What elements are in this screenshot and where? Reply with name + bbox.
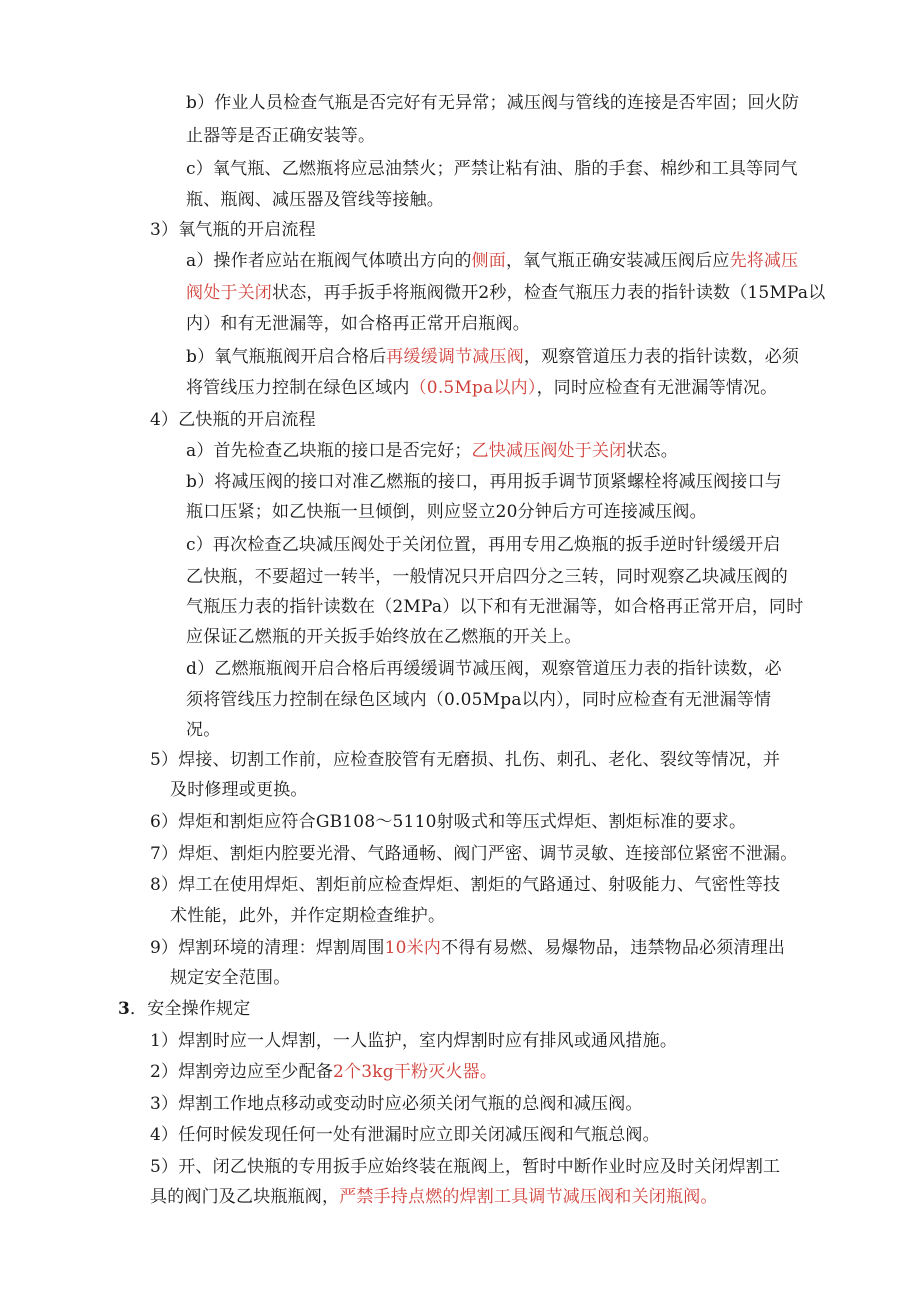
item-5-hose-check-line2: 及时修理或更换。 [170, 780, 308, 800]
oxygen-item-a-line2 [186, 281, 825, 305]
item-c-no-oil-line2: 瓶、瓶阀、减压器及管线等接触。 [186, 190, 444, 210]
acetylene-item-d-line1: d）乙燃瓶瓶阀开启合格后再缓缓调节减压阀，观察管道压力表的指针读数，必 [186, 659, 782, 679]
text-run: 2）焊割旁边应至少配备 [150, 1062, 334, 1082]
highlight-closed-state: 阀处于关闭 [186, 283, 272, 303]
text-run: 不得有易燃、易爆物品，违禁物品必须清理出 [441, 938, 786, 958]
highlight-extinguishers: 2个3kg干粉灭火器。 [333, 1062, 498, 1082]
highlight-prohibition: 严禁手持点燃的焊割工具调节减压阀和关闭瓶阀。 [339, 1187, 718, 1207]
text-run: ，观察管道压力表的指针读数，必须 [523, 347, 800, 367]
heading-oxygen-opening-procedure: 3）氧气瓶的开启流程 [150, 220, 316, 240]
item-8-welder-check-line2: 术性能，此外，并作定期检查维护。 [170, 906, 446, 926]
text-run: 状态。 [626, 441, 678, 461]
item-9-environment-line1 [150, 936, 785, 960]
rule-2-extinguishers [150, 1060, 497, 1084]
item-b-check-cylinder-line1: b）作业人员检查气瓶是否完好有无异常；减压阀与管线的连接是否牢固；回火防 [186, 93, 800, 113]
item-8-welder-check-line1: 8）焊工在使用焊炬、割炬前应检查焊炬、割炬的气路通过、射吸能力、气密性等技 [150, 875, 781, 895]
acetylene-item-c-line3: 气瓶压力表的指针读数在（2MPa）以下和有无泄漏等，如合格再正常开启，同时 [186, 597, 804, 617]
text-run: a）操作者应站在瓶阀气体喷出方向的 [186, 251, 472, 271]
text-run: 9）焊割环境的清理：焊割周围 [150, 938, 385, 958]
rule-5-wrench-line2 [150, 1185, 718, 1209]
acetylene-item-c-line2: 乙快瓶，不要超过一转半，一般情况只开启四分之三转，同时观察乙块减压阀的 [186, 567, 788, 587]
oxygen-item-a-line3: 内）和有无泄漏等，如合格再正常开启瓶阀。 [186, 314, 530, 334]
text-run: 具的阀门及乙块瓶瓶阀， [150, 1187, 340, 1207]
rule-3-close-valves: 3）焊割工作地点移动或变动时应必须关闭气瓶的总阀和减压阀。 [150, 1094, 643, 1114]
text-run: ，氧气瓶正确安装减压阀后应 [505, 251, 730, 271]
acetylene-item-a [186, 439, 678, 463]
oxygen-item-a-line1 [186, 249, 798, 273]
heading-acetylene-opening-procedure: 4）乙快瓶的开启流程 [150, 410, 316, 430]
item-6-torch-standard: 6）焊炬和割炬应符合GB108～5110射吸式和等压式焊炬、割炬标准的要求。 [150, 812, 747, 832]
text-run: a）首先检查乙块瓶的接口是否完好； [186, 441, 472, 461]
highlight-reducer-closed: 乙快减压阀处于关闭 [471, 441, 627, 461]
item-b-check-cylinder-line2: 止器等是否正确安装等。 [186, 126, 376, 146]
acetylene-item-c-line1: c）再次检查乙块减压阀处于关闭位置，再用专用乙焕瓶的扳手逆时针缓缓开启 [186, 535, 781, 555]
item-9-environment-line2: 规定安全范围。 [170, 968, 291, 988]
highlight-side: 侧面 [471, 251, 506, 271]
acetylene-item-b-line2: 瓶口压紧；如乙快瓶一旦倾倒，则应竖立20分钟后方可连接减压阀。 [186, 502, 707, 522]
section-3-heading [118, 997, 250, 1021]
section-number: 3 [118, 999, 131, 1019]
text-run: 状态，再手扳手将瓶阀微开2秒，检查气瓶压力表的指针读数（15MPa以 [272, 283, 826, 303]
rule-4-leak-response: 4）任何时候发现任何一处有泄漏时应立即关闭减压阀和气瓶总阀。 [150, 1125, 660, 1145]
highlight-slow-adjust: 再缓缓调节减压阀 [386, 347, 524, 367]
item-7-torch-inner: 7）焊炬、割炬内腔要光滑、气路通畅、阀门严密、调节灵敏、连接部位紧密不泄漏。 [150, 844, 798, 864]
oxygen-item-b-line1 [186, 345, 799, 369]
rule-1-supervision: 1）焊割时应一人焊割，一人监护，室内焊割时应有排风或通风措施。 [150, 1031, 678, 1051]
section-title: ．安全操作规定 [130, 999, 251, 1019]
acetylene-item-b-line1: b）将减压阀的接口对准乙燃瓶的接口，再用扳手调节顶紧螺栓将减压阀接口与 [186, 472, 782, 492]
oxygen-item-b-line2 [186, 376, 777, 400]
highlight-10m: 10米内 [384, 938, 442, 958]
text-run: b）氧气瓶瓶阀开启合格后 [186, 347, 387, 367]
rule-5-wrench-line1: 5）开、闭乙快瓶的专用扳手应始终装在瓶阀上，暂时中断作业时应及时关闭焊割工 [150, 1157, 781, 1177]
acetylene-item-d-line3: 况。 [186, 720, 221, 740]
text-run: 将管线压力控制在绿色区域内 [186, 378, 410, 398]
acetylene-item-d-line2: 须将管线压力控制在绿色区域内（0.05Mpa以内），同时应检查有无泄漏等情 [186, 690, 772, 710]
highlight-close-first: 先将减压 [729, 251, 799, 271]
item-c-no-oil-line1: c）氧气瓶、乙燃瓶将应忌油禁火；严禁让粘有油、脂的手套、棉纱和工具等同气 [186, 159, 798, 179]
acetylene-item-c-line4: 应保证乙燃瓶的开关扳手始终放在乙燃瓶的开关上。 [186, 627, 582, 647]
item-5-hose-check-line1: 5）焊接、切割工作前，应检查胶管有无磨损、扎伤、刺孔、老化、裂纹等情况，并 [150, 750, 781, 770]
highlight-pressure-limit: （0.5Mpa以内） [409, 378, 537, 398]
text-run: ，同时应检查有无泄漏等情况。 [536, 378, 778, 398]
